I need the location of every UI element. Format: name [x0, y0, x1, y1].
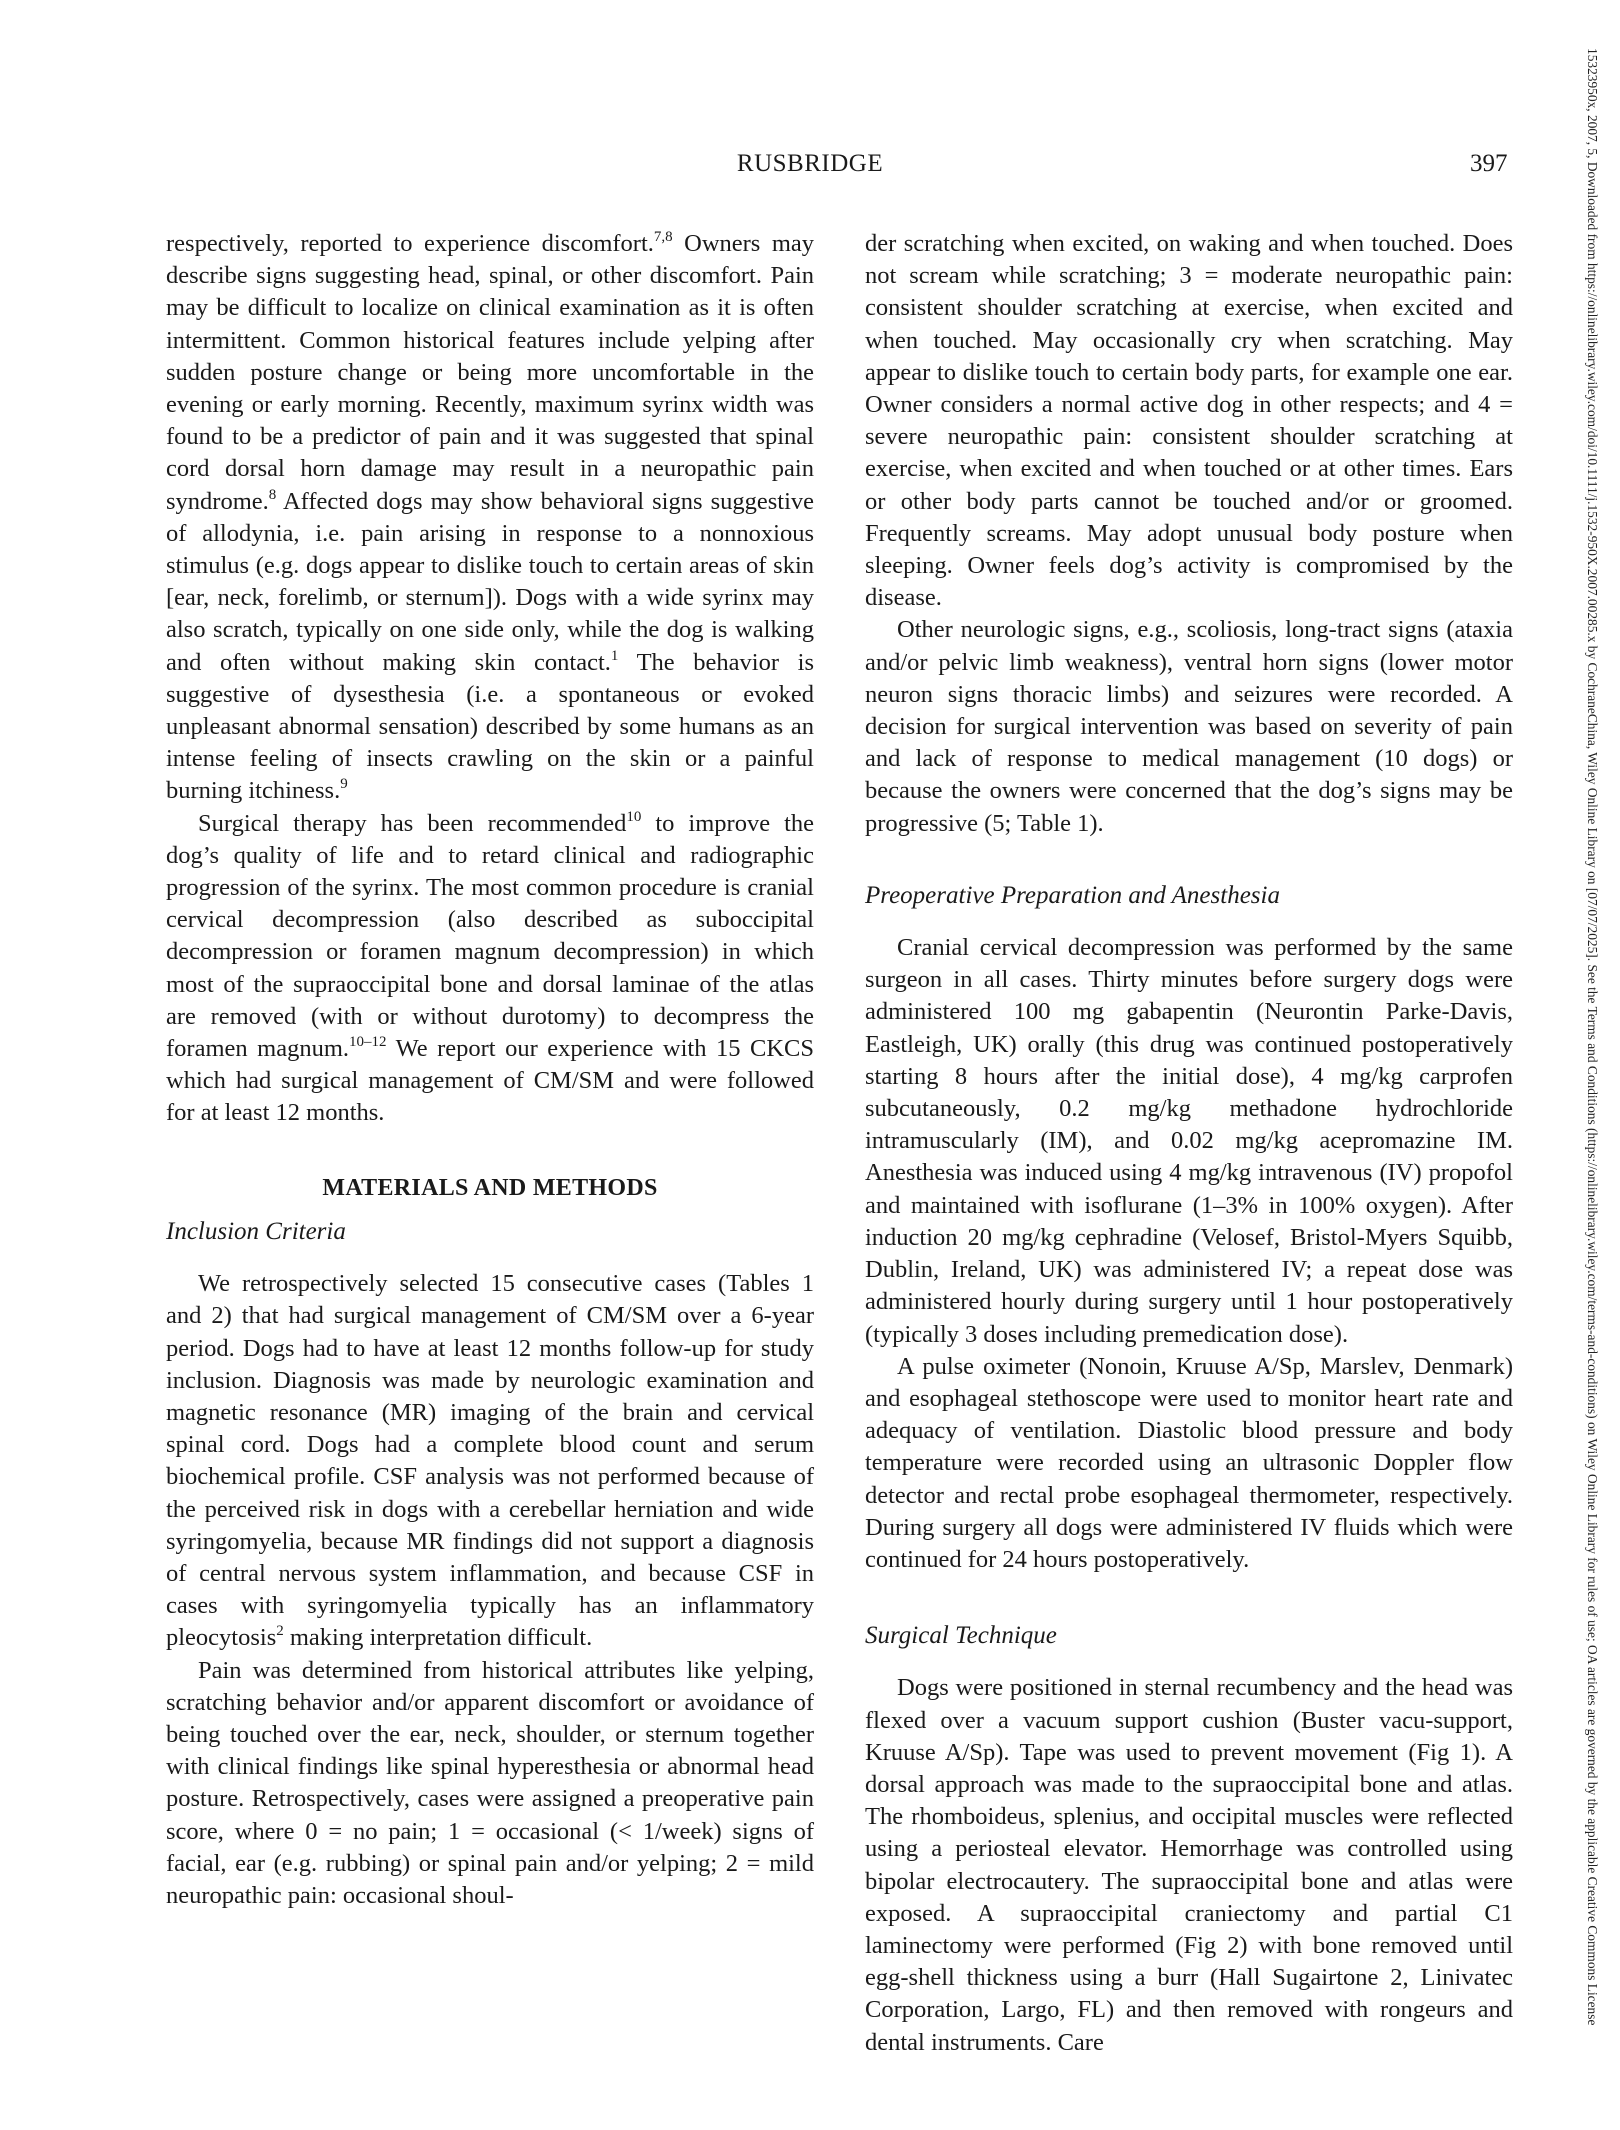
- download-side-note: 15323950x, 2007, 5, Downloaded from https://onlinelibrary.wiley.com/doi/10.1111/j.1532-950X.2007.00285.x by CochraneChina, Wiley Online Library on [07/07/2025]. See the Terms and Conditions (https://onlinelibrary.wiley.com/terms-and-conditions) on Wiley Online Library for rules of use; OA articles are governed by the applicable Creative Commons License: [1585, 48, 1600, 2026]
- right-column: [865, 228, 1513, 2059]
- subsection-heading: Surgical Technique: [865, 1622, 1057, 1650]
- citation-superscript: 9: [340, 776, 348, 793]
- paragraph: Cranial cervical decompression was performed by the same surgeon in all cases. Thirty minutes before surgery dogs were administered 100 mg gabapentin (Neurontin Parke-Davis, Eastleigh, UK) orally (this drug was continued postoperatively starting 8 hours after the initial dose), 4 mg/kg carprofen subcutaneously, 0.2 mg/kg methadone hydrochloride intramuscularly (IM), and 0.02 mg/kg acepromazine IM. Anesthesia was induced using 4 mg/kg intravenous (IV) propofol and maintained with isoflurane (1–3% in 100% oxygen). After induction 20 mg/kg cephradine (Velosef, Bristol-Myers Squibb, Dublin, Ireland, UK) was administered IV; a repeat dose was administered hourly during surgery until 1 hour postoperatively (typically 3 doses including premedication dose).: [865, 934, 1513, 1348]
- left-column: [166, 228, 814, 1912]
- citation-superscript: 8: [268, 486, 277, 503]
- citation-superscript: 7,8: [653, 229, 673, 245]
- subsection-heading: Preoperative Preparation and Anesthesia: [865, 881, 1280, 909]
- paragraph: We retrospectively selected 15 consecutive cases (Tables 1 and 2) that had surgical management of CM/SM over a 6-year period. Dogs had to have at least 12 months follow-up for study inclusion. Diagnosis was made by neurologic examination and magnetic resonance (MR) imaging of the brain and cervical spinal cord. Dogs had a complete blood count and serum biochemical profile. CSF analysis was not performed because of the perceived risk in dogs with a cerebellar herniation and wide syringomyelia, because MR findings did not support a diagnosis of central nervous system inflammation, and because CSF in cases with syringomyelia typically has an inflammatory pleocytosis$^2$ making interpretation difficult.: [166, 1270, 814, 1652]
- citation-superscript: 1: [610, 647, 619, 664]
- paragraph: respectively, reported to experience discomfort.$^{7,8}$ Owners may describe signs suggesting head, spinal, or other discomfort. Pain may be difficult to localize on clinical examination as it is often intermittent. Common historical features include yelping after sudden posture change or being more uncomfortable in the evening or early morning. Recently, maximum syrinx width was found to be a predictor of pain and it was suggested that spinal cord dorsal horn damage may result in a neuropathic pain syndrome.$^8$ Affected dogs may show behavioral signs suggestive of allodynia, i.e. pain arising in response to a nonnoxious stimulus (e.g. dogs appear to dislike touch to certain areas of skin [ear, neck, forelimb, or sternum]). Dogs with a wide syrinx may also scratch, typically on one side only, while the dog is walking and often without making skin contact.$^1$ The behavior is suggestive of dysesthesia (i.e. a spontaneous or evoked unpleasant abnormal sensation) described by some humans as an intense feeling of insects crawling on the skin or a painful burning itchiness.$^9$: [166, 229, 814, 805]
- paragraph: Surgical therapy has been recommended$^{10}$ to improve the dog’s quality of life and to retard clinical and radiographic progression of the syrinx. The most common procedure is cranial cervical decompression (also described as suboccipital decompression or foramen magnum decompression) in which most of the supraoccipital bone and dorsal laminae of the atlas are removed (with or without durotomy) to decompress the foramen magnum.$^{10-12}$ We report our experience with 15 CKCS which had surgical management of CM/SM and were followed for at least 12 months.: [166, 808, 814, 1127]
- citation-superscript: 10–12: [349, 1034, 387, 1051]
- citation-superscript: 10: [626, 808, 642, 825]
- running-head: RUSBRIDGE: [736, 150, 884, 177]
- paragraph: Dogs were positioned in sternal recumbency and the head was flexed over a vacuum support cushion (Buster vacu-support, Kruuse A/Sp). Tape was used to prevent movement (Fig 1). A dorsal approach was made to the supraoccipital bone and atlas. The rhomboideus, splenius, and occipital muscles were reflected using a periosteal elevator. Hemorrhage was controlled using bipolar electrocautery. The supraoccipital bone and atlas were exposed. A supraoccipital craniectomy and partial C1 laminectomy were performed (Fig 2) with bone removed until egg-shell thickness using a burr (Hall Sugairtone 2, Linivatec Corporation, Largo, FL) and then removed with rongeurs and dental instruments. Care: [865, 1674, 1513, 2056]
- paragraph: der scratching when excited, on waking and when touched. Does not scream while scratching; 3 = moderate neuropathic pain: consistent shoulder scratching at exercise, when excited and when touched. May occasionally cry when scratching. May appear to dislike touch to certain body parts, for example one ear. Owner considers a normal active dog in other respects; and 4 = severe neuropathic pain: consistent shoulder scratching at exercise, when excited and when touched or at other times. Ears or other body parts cannot be touched and/or or groomed. Frequently screams. May adopt unusual body posture when sleeping. Owner feels dog’s activity is compromised by the disease.: [865, 230, 1513, 612]
- paragraph: A pulse oximeter (Nonoin, Kruuse A/Sp, Marslev, Denmark) and esophageal stethoscope were used to monitor heart rate and adequacy of ventilation. Diastolic blood pressure and body temperature were recorded using an ultrasonic Doppler flow detector and rectal probe esophageal thermometer, respectively. During surgery all dogs were administered IV fluids which were continued for 24 hours postoperatively.: [865, 1352, 1513, 1573]
- section-heading: MATERIALS AND METHODS: [322, 1174, 658, 1201]
- paragraph: Pain was determined from historical attributes like yelping, scratching behavior and/or apparent discomfort or avoidance of being touched over the ear, neck, shoulder, or sternum together with clinical findings like spinal hyperesthesia or abnormal head posture. Retrospectively, cases were assigned a preoperative pain score, where 0 = no pain; 1 = occasional (< 1/week) signs of facial, ear (e.g. rubbing) or spinal pain and/or yelping; 2 = mild neuropathic pain: occasional shoul-: [166, 1656, 814, 1909]
- subsection-heading: Inclusion Criteria: [166, 1217, 346, 1245]
- citation-superscript: 2: [276, 1623, 284, 1640]
- paragraph: Other neurologic signs, e.g., scoliosis, long-tract signs (ataxia and/or pelvic limb weakness), ventral horn signs (lower motor neuron signs thoracic limbs) and seizures were recorded. A decision for surgical intervention was based on severity of pain and lack of response to medical management (10 dogs) or because the owners were concerned that the dog’s signs may be progressive (5; Table 1).: [865, 616, 1513, 837]
- page-number: 397: [1470, 150, 1508, 177]
